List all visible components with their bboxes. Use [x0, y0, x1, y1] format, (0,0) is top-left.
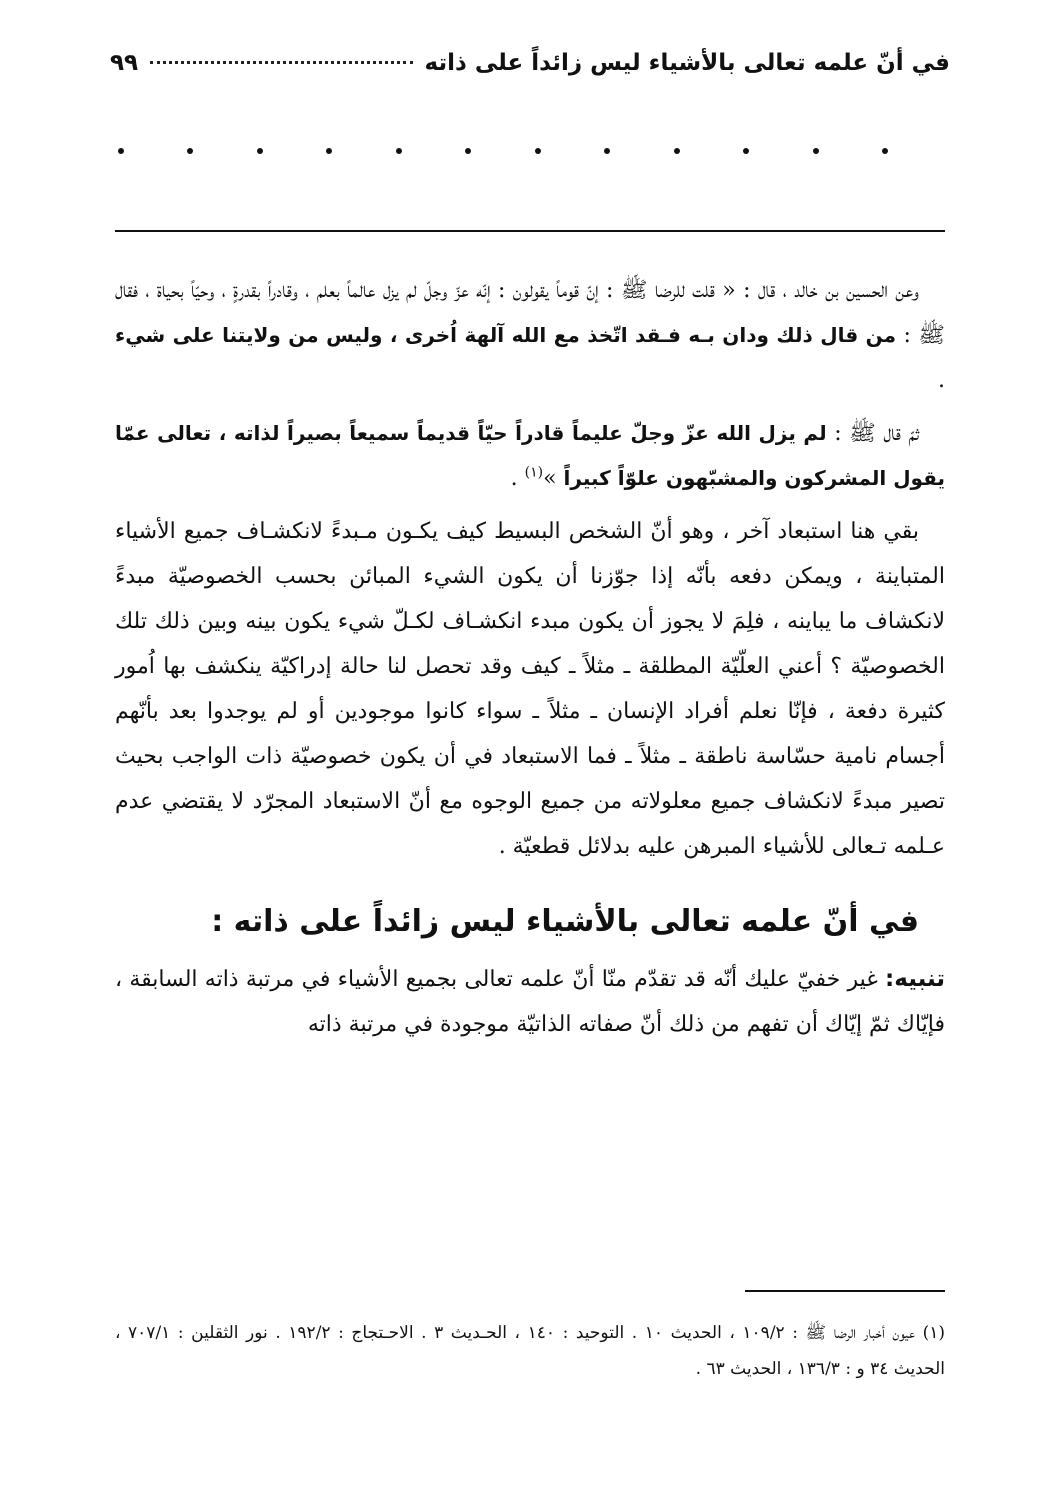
ornament-dot [326, 148, 332, 154]
ornament-dot [118, 148, 124, 154]
footnotes [115, 1315, 945, 1387]
ornament-dot [674, 148, 680, 154]
paragraph-argument: بقي هنا استبعاد آخر ، وهو أنّ الشخص البسيط كيف يكـون مـبدءً لانكشـاف جميع الأشياء المتباينة ، ويمكن دفعه بأنّه إذا جوّزنا أن يكون الشيء المبائن بحسب الخصوصيّة مبدءً لانكشاف ما يباينه ، فلِمَ لا يجوز أن يكون مبدء انكشـاف لكـلّ شيء يكون بينه وبين ذلك تلك الخصوصيّة ؟ أعني العلّيّة المطلقة ـ مثلاً ـ كيف وقد تحصل لنا حالة إدراكيّة ينكشف بها اُمور كثيرة دفعة ، فإنّا نعلم أفراد الإنسان ـ مثلاً ـ سواء كانوا موجودين أو لم يوجدوا بعد بأنّهم أجسام نامية حسّاسة ناطقة ـ مثلاً ـ فما الاستبعاد في أن يكون خصوصيّة ذات الواجب بحيث تصير مبدءً لانكشاف جميع معلولاته من جميع الوجوه مع أنّ الاستبعاد المجرّد لا يقتضي عدم عـلمه تـعالى للأشياء المبرهن عليه بدلائل قطعيّة . [115, 519, 945, 859]
ornament-dot [813, 148, 819, 154]
running-header-title: في أنّ علمه تعالى بالأشياء ليس زائداً على ذاته [424, 50, 950, 76]
paragraph-text: . [938, 368, 945, 393]
footnote-1: (١) عيون أخبار الرضا ﷺ : ١٠٩/٢ ، الحديث ١٠ . التوحيد : ١٤٠ ، الحـديث ٣ . الاحـتجاج : ١٩٢/٢ . نور الثقلين : ٧٠٧/١ ، الحديث ٣٤ و : ١٣٦/٣ ، الحديث ٦٣ . [115, 1323, 946, 1379]
main-text [115, 268, 945, 1055]
running-header [110, 50, 950, 90]
paragraph-text: ثمّ قال ﷺ : [826, 421, 919, 446]
section-heading: في أنّ علمه تعالى بالأشياء ليس زائداً على ذاته : [211, 904, 919, 939]
ornament-dot [187, 148, 193, 154]
page-number: ٩٩ [110, 50, 139, 76]
ornament-dot [743, 148, 749, 154]
footnote-divider [745, 1290, 945, 1292]
ornament-dot [882, 148, 888, 154]
ornament-dot [604, 148, 610, 154]
paragraph-text: وعن الحسين بن خالد ، قال : « قلت للرضا ﷺ : إنّ قوماً يقولون : إنّه عزّ وجلّ لم يزل عالماً بعلم ، وقادراً بقدرةٍ ، وحيّاً بحياة ، فقال ﷺ : [115, 278, 945, 348]
header-divider [115, 230, 945, 232]
ornament-dot [396, 148, 402, 154]
hadith-quote-bold: من قال ذلك ودان بـه فـقد اتّخذ مع الله آلهة اُخرى ، وليس من ولايتنا على شيء [115, 323, 897, 347]
footnote-reference: (١) [524, 464, 544, 481]
paragraph-text: غير خفيّ عليك أنّه قد تقدّم منّا أنّ علمه تعالى بجميع الأشياء في مرتبة ذاته السابقة ، فإيّاك ثمّ إيّاك أن تفهم من ذلك أنّ صفاته الذاتيّة موجودة في مرتبة ذاته [115, 967, 945, 1037]
paragraph-text: » [543, 466, 564, 491]
dot-leader [150, 61, 412, 64]
ornamental-dot-row [118, 148, 888, 154]
paragraph-hadith-1 [115, 268, 945, 403]
paragraph-text: . [510, 466, 525, 491]
ornament-dot [465, 148, 471, 154]
paragraph-tanbih [115, 957, 945, 1047]
tanbih-label: تنبيه: [885, 966, 945, 992]
paragraph-hadith-2 [115, 411, 945, 501]
ornament-dot [535, 148, 541, 154]
hadith-quote-bold: لم يزل الله عزّ وجلّ عليماً قادراً حيّاً قديماً سميعاً بصيراً لذاته ، تعالى عمّا يقول المشركون والمشبّهون علوّاً كبيراً [115, 421, 945, 490]
ornament-dot [257, 148, 263, 154]
